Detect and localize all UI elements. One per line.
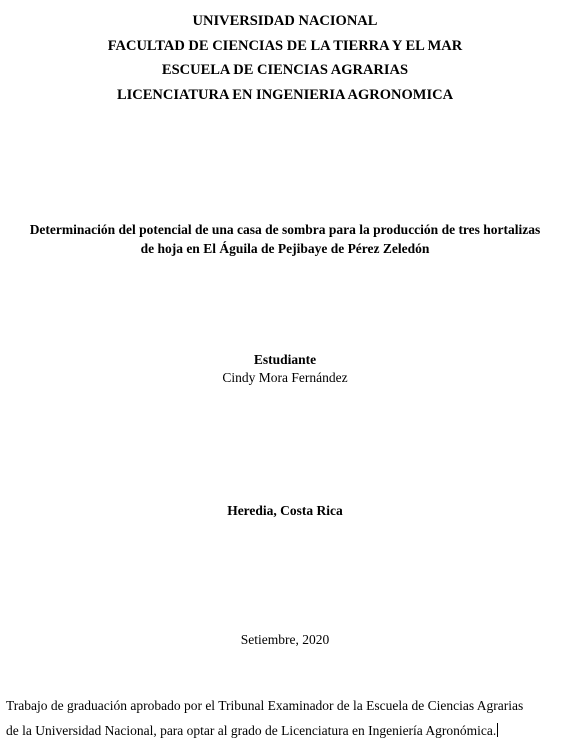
student-name: Cindy Mora Fernández	[222, 370, 348, 385]
student-label: Estudiante	[253, 352, 317, 367]
institution-header	[0, 9, 570, 107]
university-name: UNIVERSIDAD NACIONAL	[192, 13, 378, 29]
school-name: ESCUELA DE CIENCIAS AGRARIAS	[161, 62, 409, 78]
approval-statement	[6, 693, 566, 743]
approval-line-1: Trabajo de graduación aprobado por el Tribunal Examinador de la Escuela de Ciencias Agrarias	[6, 698, 524, 713]
text-cursor	[497, 723, 498, 737]
thesis-title-line-2: de hoja en El Águila de Pejibaye de Pérez Zeledón	[140, 241, 430, 256]
location: Heredia, Costa Rica	[227, 503, 343, 518]
thesis-title-line-1: Determinación del potencial de una casa de sombra para la producción de tres hortalizas	[29, 222, 541, 237]
approval-line-2	[6, 718, 566, 743]
faculty-name: FACULTAD DE CIENCIAS DE LA TIERRA Y EL MAR	[107, 37, 463, 54]
thesis-title	[0, 220, 570, 258]
date: Setiembre, 2020	[240, 632, 330, 647]
student-section	[0, 351, 570, 387]
degree-name: LICENCIATURA EN INGENIERIA AGRONOMICA	[116, 86, 454, 103]
approval-line-2-text: de la Universidad Nacional, para optar al grado de Licenciatura en Ingeniería Agronómica.	[6, 723, 497, 738]
